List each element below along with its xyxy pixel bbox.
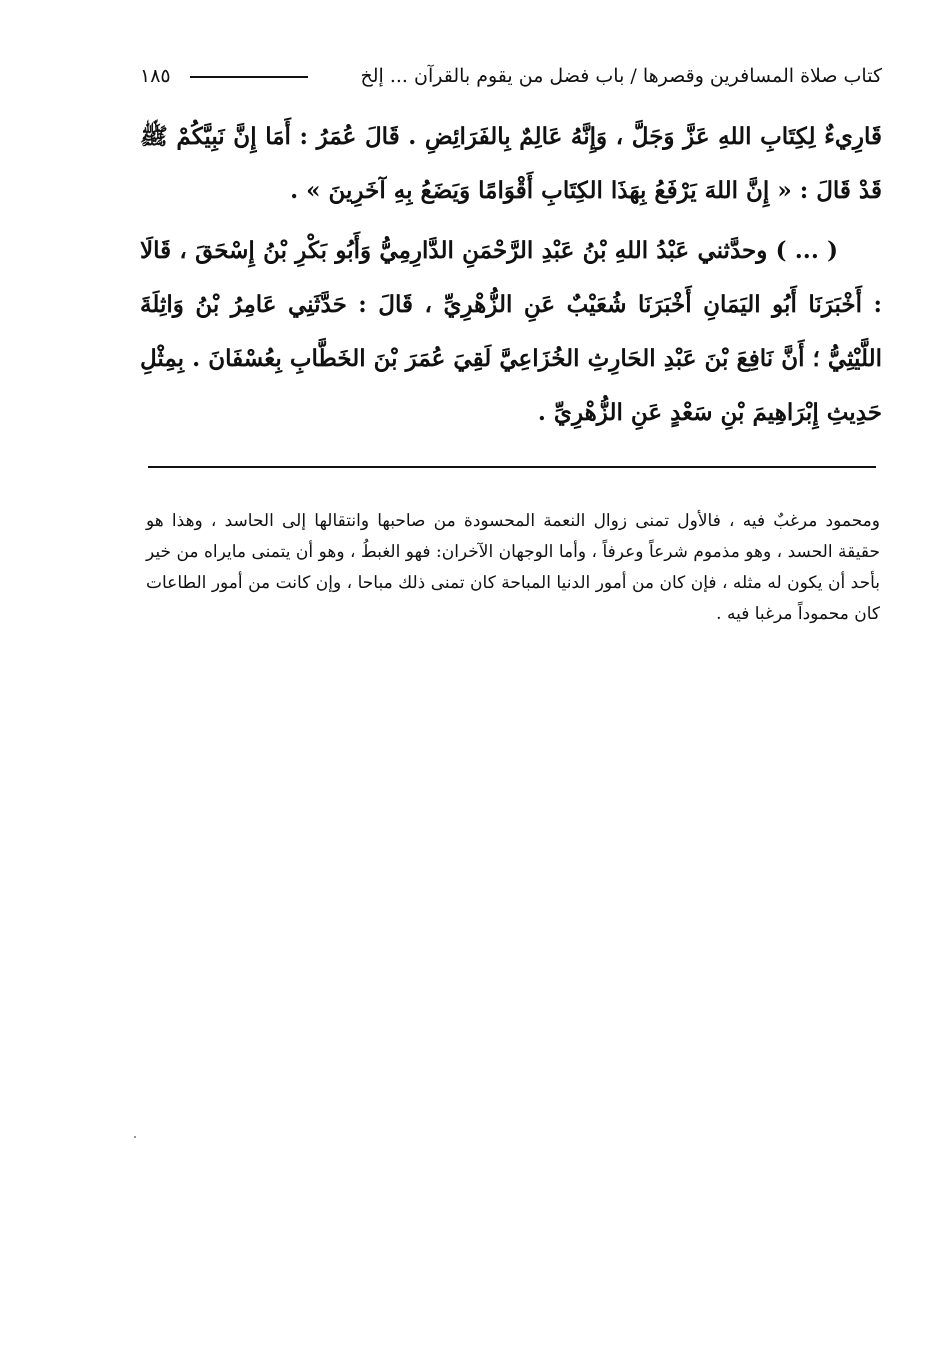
hadith-paragraph-2: ( ... ) وحدَّثني عَبْدُ اللهِ بْنُ عَبْدِ الرَّحْمَنِ الدَّارِمِيُّ وَأَبُو بَكْرِ بْنُ إِسْحَقَ ، قَالَا : أَخْبَرَنَا أَبُو اليَمَانِ أَخْبَرَنَا شُعَيْبٌ عَنِ الزُّهْرِيِّ ، قَالَ : حَدَّثَنِي عَامِرُ بْنُ وَاثِلَةَ اللَّيْثِيُّ ؛ أَنَّ نَافِعَ بْنَ عَبْدِ الحَارِثِ الخُزَاعِيَّ لَقِيَ عُمَرَ بْنَ الخَطَّابِ بِعُسْفَانَ . بِمِثْلِ حَدِيثِ إِبْرَاهِيمَ بْنِ سَعْدٍ عَنِ الزُّهْرِيِّ .: [140, 237, 882, 426]
footnote-separator: [148, 466, 876, 468]
page-number: ١٨٥: [140, 65, 171, 87]
running-header: [140, 58, 882, 98]
header-title: كتاب صلاة المسافرين وقصرها / باب فضل من يقوم بالقرآن ... إلخ: [360, 65, 882, 87]
footnote-text: ومحمود مرغبٌ فيه ، فالأول تمنى زوال النعمة المحسودة من صاحبها وانتقالها إلى الحاسد ، وهذا هو حقيقة الحسد ، وهو مذموم شرعاً وعرفاً ، وأما الوجهان الآخران: فهو الغبطُ ، وهو أن يتمنى مايراه من خير بأحد أن يكون له مثله ، فإن كان من أمور الدنيا المباحة كان تمنى ذلك مباحا ، وإن كانت من أمور الطاعات كان محموداً مرغبا فيه .: [146, 511, 880, 624]
scan-speck: [134, 1136, 136, 1138]
hadith-paragraph-1: قَارِيءٌ لِكِتَابِ اللهِ عَزَّ وَجَلَّ ، وَإِنَّهُ عَالِمٌ بِالفَرَائِضِ . قَالَ عُمَرُ : أَمَا إِنَّ نَبِيَّكُمْ ﷺ قَدْ قَالَ : « إِنَّ اللهَ يَرْفَعُ بِهَذَا الكِتَابِ أَقْوَامًا وَيَضَعُ بِهِ آخَرِينَ » .: [140, 123, 882, 204]
footnote: [146, 506, 880, 630]
header-rule: [190, 76, 308, 78]
main-text: [140, 110, 882, 440]
